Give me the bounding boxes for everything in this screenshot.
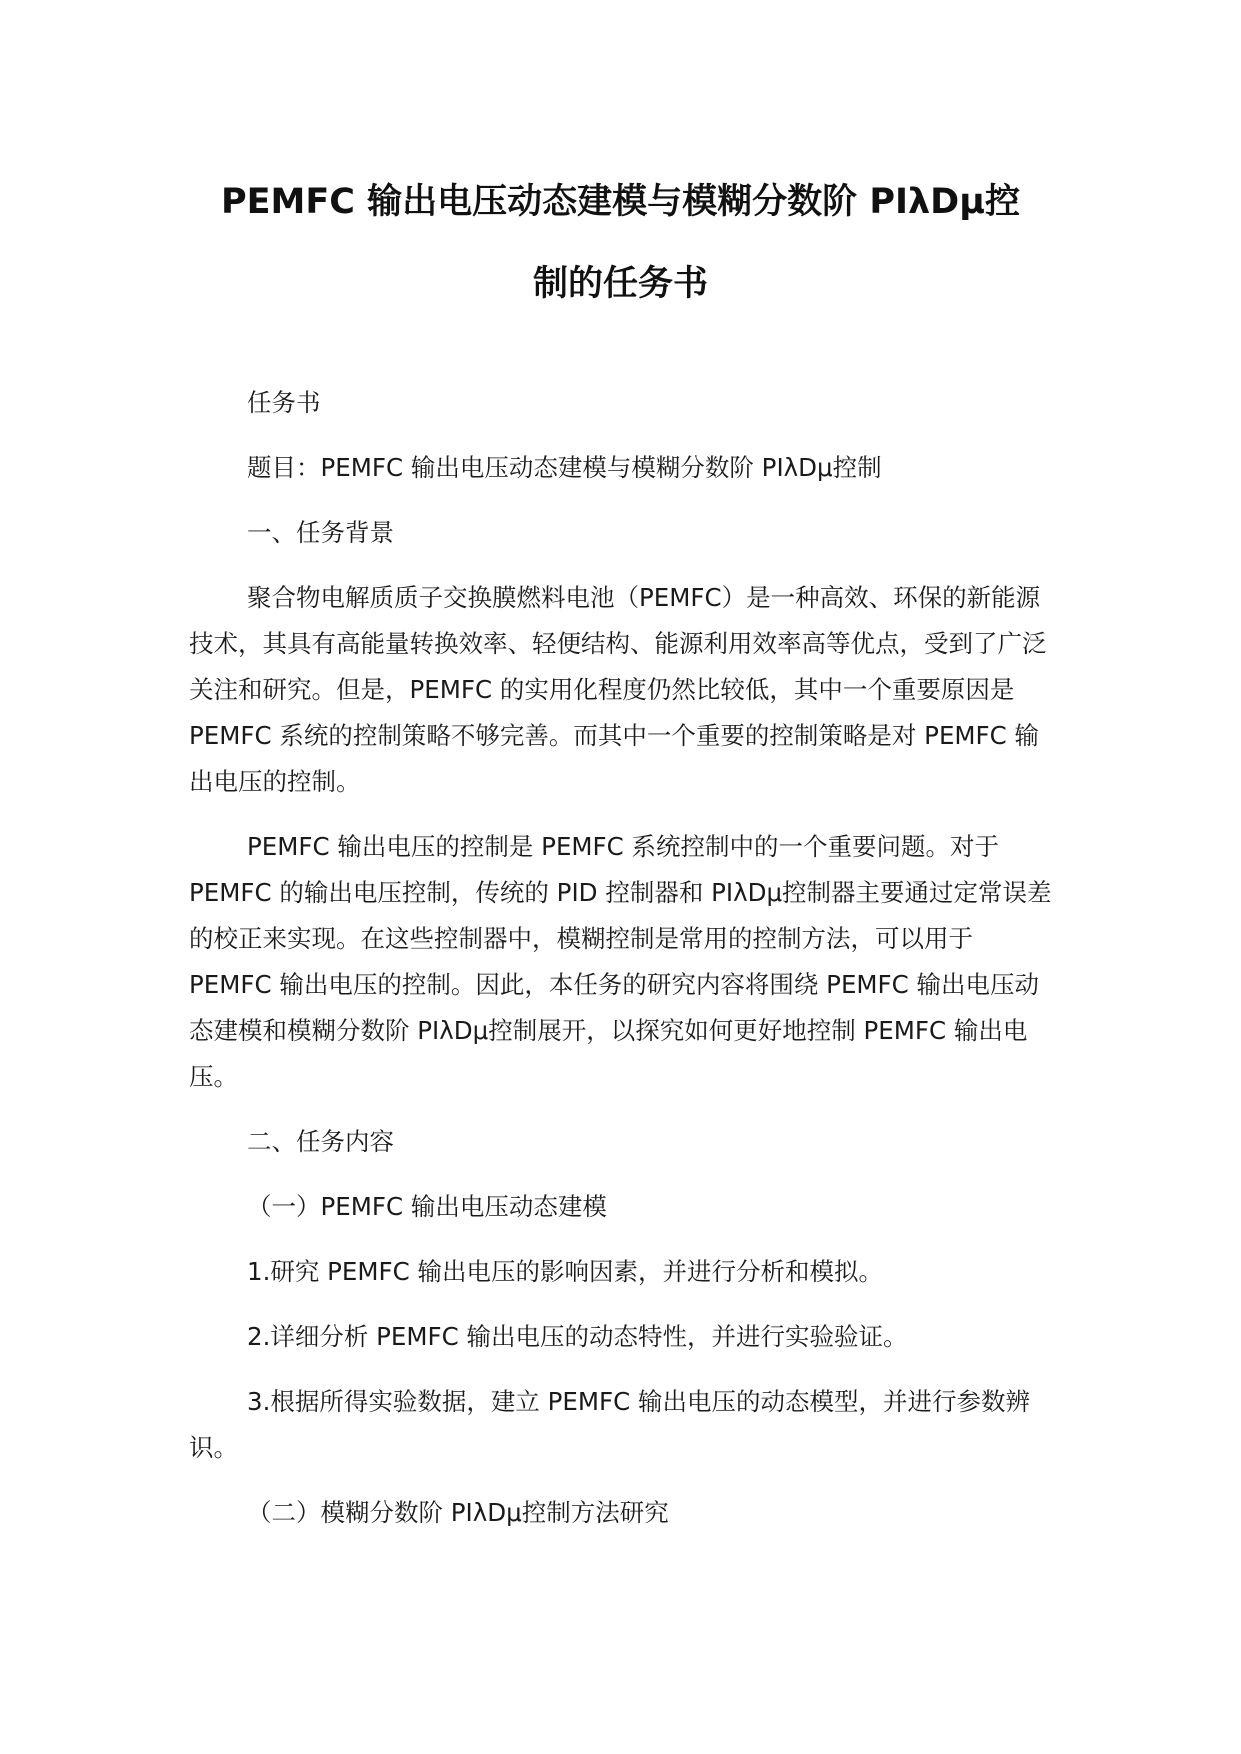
list-item-2: 2.详细分析 PEMFC 输出电压的动态特性，并进行实验验证。: [247, 1322, 908, 1351]
topic-line: 题目：PEMFC 输出电压动态建模与模糊分数阶 PIλDμ控制: [247, 453, 882, 482]
document-title-line-1: PEMFC 输出电压动态建模与模糊分数阶 PIλDμ控: [221, 182, 1020, 222]
subheading-control: （二）模糊分数阶 PIλDμ控制方法研究: [247, 1498, 669, 1527]
document-title-line-2: 制的任务书: [532, 264, 708, 304]
heading-content: 二、任务内容: [247, 1127, 394, 1156]
section-label: 任务书: [247, 388, 321, 417]
paragraph-background-2: PEMFC 输出电压的控制是 PEMFC 系统控制中的一个重要问题。对于 PEMFC 的输出电压控制，传统的 PID 控制器和 PIλDμ控制器主要通过定常误差的校正来实现。在这些控制器中，模糊控制是常用的控制方法，可以用于 PEMFC 输出电压的控制。因此，本任务的研究内容将围绕 PEMFC 输出电压动态建模和模糊分数阶 PIλDμ控制展开，以探究如何更好地控制 PEMFC 输出电压。: [189, 832, 1052, 1091]
list-item-3: 3.根据所得实验数据，建立 PEMFC 输出电压的动态模型，并进行参数辨识。: [189, 1387, 1031, 1462]
heading-background: 一、任务背景: [247, 518, 394, 547]
list-item-1: 1.研究 PEMFC 输出电压的影响因素，并进行分析和模拟。: [247, 1257, 884, 1286]
paragraph-background-1: 聚合物电解质质子交换膜燃料电池（PEMFC）是一种高效、环保的新能源技术，其具有高能量转换效率、轻便结构、能源利用效率高等优点，受到了广泛关注和研究。但是，PEMFC 的实用化程度仍然比较低，其中一个重要原因是 PEMFC 系统的控制策略不够完善。而其中一个重要的控制策略是对 PEMFC 输出电压的控制。: [189, 583, 1047, 796]
document-body: [189, 380, 1059, 1555]
subheading-modeling: （一）PEMFC 输出电压动态建模: [247, 1192, 607, 1221]
